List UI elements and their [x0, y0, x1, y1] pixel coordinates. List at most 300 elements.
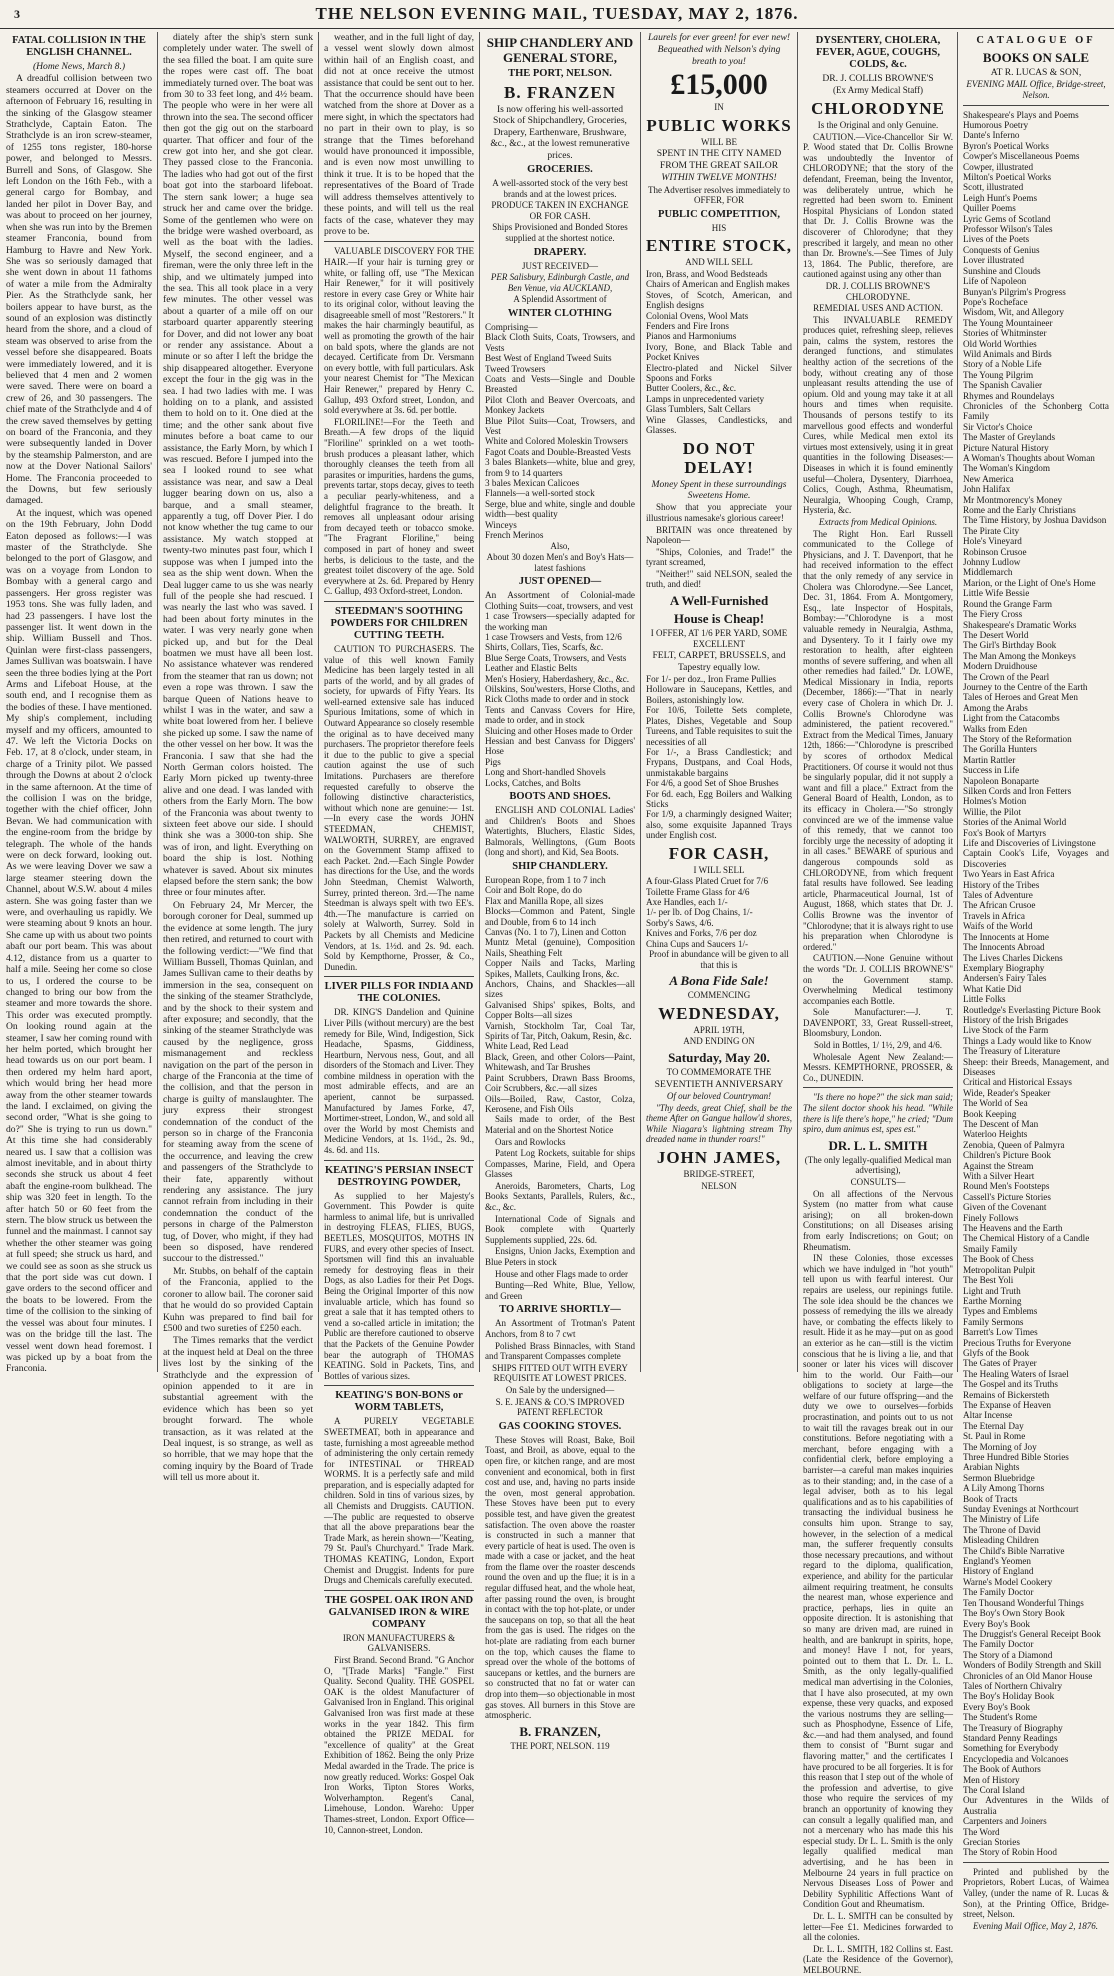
column-1	[6, 32, 152, 1377]
book-list-item: Smaily Family	[963, 1243, 1018, 1254]
book-list-item: Andersen's Fairy Tales	[963, 973, 1047, 984]
list-item: Axe Handles, each 1/-	[646, 896, 728, 907]
book-list-item: Walks from Eden	[963, 723, 1028, 734]
book-list-item: Critical and Historical Essays	[963, 1077, 1072, 1088]
ad-number: 119	[596, 1740, 610, 1751]
book-list-item: Waterloo Heights	[963, 1129, 1028, 1140]
section-text: Also,	[550, 540, 570, 551]
book-list-item: Travels in Africa	[963, 910, 1025, 921]
section-text: Polished Brass Binnacles, with Stand and Transparent Compasses complete	[485, 1340, 635, 1362]
ad-text: WITHIN TWELVE MONTHS!	[661, 172, 777, 184]
list-item: Holloware in Saucepans, Kettles, and Boilers, astonishingly low.	[646, 684, 792, 705]
cheap-items-list	[646, 674, 792, 841]
masthead-title: THE NELSON EVENING MAIL, TUESDAY, MAY 2, 1876.	[315, 4, 799, 23]
ad-text: Extracts from Medical Opinions.	[818, 516, 938, 527]
ad-heading: House is Cheap!	[673, 611, 765, 627]
book-list-item: The Ministry of Life	[963, 1514, 1039, 1525]
list-item: Blocks—Common and Patent, Single and Double, from 6 to 14 inch	[485, 906, 635, 927]
book-list-item: Silken Cords and Iron Fetters	[963, 786, 1072, 796]
article-paragraph: weather, and in the full light of day, a vessel went slowly down almost within hail of an English coast, and did not at once receive the utmost assistance that could be sent out to her. That the occurrence should have been watched from the shore at Dover as a mere sight, in which the spectators had no part in their own to play, is so strange that the Times beforehand would have pronounced it impossible, and is even now most unwilling to think it true. It is to be hoped that the representatives of the Board of Trade will address themselves attentively to these points, and will tell us the real facts of the case, whatever they may prove to be.	[324, 32, 474, 237]
book-list-item: Leigh Hunt's Poems	[963, 192, 1038, 203]
ad-text: SEVENTIETH ANNIVERSARY	[654, 1078, 784, 1090]
column-rule	[797, 32, 798, 1372]
book-list-item: Wonders of Bodily Strength and Skill	[963, 1660, 1102, 1671]
book-list-item: Old World Worthies	[963, 338, 1037, 349]
list-item: Iron, Brass, and Wood Bedsteads	[646, 269, 768, 279]
book-list-item: The Chemical History of a Candle	[963, 1233, 1090, 1244]
book-list-item: The Gorilla Hunters	[963, 744, 1037, 755]
ad-text: AND WILL SELL	[685, 257, 753, 268]
list-item: 1/- per lb. of Dog Chains, 1/-	[646, 907, 753, 918]
book-list-item: The Fiery Cross	[963, 609, 1023, 620]
book-list-item: Every Boy's Book	[963, 1618, 1030, 1629]
book-list-item: Cowper, illustrated	[963, 161, 1034, 172]
ad-heading: PUBLIC WORKS	[646, 115, 792, 135]
book-list-item: The Young Mountaineer	[963, 317, 1053, 328]
book-list-item: The Gates of Prayer	[963, 1358, 1037, 1369]
column-6	[803, 32, 953, 1975]
book-list-item: Given of the Covenant	[963, 1202, 1047, 1213]
book-list-item: Family Sermons	[963, 1316, 1024, 1327]
book-list-item: Napoleon Bonaparte	[963, 775, 1039, 786]
book-list-item: Three Hundred Bible Stories	[963, 1452, 1069, 1462]
book-list-item: Success in Life	[963, 765, 1020, 776]
book-list-item: The Best Yoli	[963, 1275, 1014, 1286]
section-text: These Stoves will Roast, Bake, Boil Toast, and Broil, as above, equal to the open fire, or kitchen range, and are most convenient and economical, both in first cost and use, and, having no parts inside the oven, most general approbation. These Stoves have been put to every possible test, and have given the greatest satisfaction. The oven above the roaster is constructed in such a manner that every particle of heat is used. The oven is made with a case or jacket, and the heat from the flame over the roaster descends round the oven and up the flue; it is in a regular diffused heat, and the whole heat, after passing round the oven, is brought in contact with the top hot-plate, or under the saucepans on top, so that all the heat from the gas is used. The ridges on the hot-plate are radiating from each burner on the top, which causes the flame to spread over the whole of the bottoms of saucepans or kettles, and the burners are so constructed that no fat or water can drop into them—so objectionable in most gas stoves. All burners in this Stove are atmospheric.	[485, 1434, 635, 1721]
book-list-item: Little Folks	[963, 994, 1006, 1005]
section-text: A Splendid Assortment of	[513, 294, 607, 305]
list-item: Coats and Vests—Single and Double Breasted	[485, 374, 635, 395]
book-list-item: Milton's Poetical Works	[963, 172, 1052, 183]
book-list-item: The Morning of Joy	[963, 1441, 1037, 1452]
book-list-item: Earthe Morning	[963, 1295, 1022, 1306]
book-list-item: Finely Follows	[963, 1212, 1019, 1223]
book-list-item: Sunshine and Clouds	[963, 265, 1041, 276]
list-item: Paint Scrubbers, Drawn Bass Brooms, Coir Scrubbers, &c.—all sizes	[485, 1072, 635, 1094]
book-list-item: Encyclopedia and Volcanoes	[963, 1753, 1069, 1764]
book-list-item: Things a Lady would like to Know	[963, 1035, 1092, 1046]
book-list-item: Tales of Northern Chivalry	[963, 1680, 1063, 1691]
book-list-item: England's Yeomen	[963, 1556, 1032, 1567]
book-list-item: Against the Stream	[963, 1160, 1034, 1171]
book-list-item: The Throne of David	[963, 1524, 1041, 1535]
divider	[963, 1862, 1109, 1863]
ad-floriline: FLORILINE!—For the Teeth and Breath.—A few drops of the liquid "Floriline" sprinkled on a wet tooth-brush produces a pleasant lather, which thoroughly cleanses the teeth from all parasites or impurities, hardens the gums, prevents tartar, stops decay, gives to teeth a peculiar pearly-whiteness, and a delightful fragrance to the breath. It removes all unpleasant odour arising from decayed teeth or tobacco smoke. "The Fragrant Floriline," being composed in part of honey and sweet herbs, is delicious to the taste, and the greatest toilet discovery of the age. Sold everywhere at 2s. 6d. Prepared by Henry C. Gallup, 493 Oxford-street, London.	[324, 416, 474, 597]
book-list-item: The Woman's Kingdom	[963, 463, 1050, 474]
book-list-item: Metropolitan Pulpit	[963, 1264, 1036, 1275]
list-item: Chairs of American and English makes	[646, 279, 790, 290]
book-list-item: What Katie Did	[963, 983, 1022, 994]
book-list-item: Waifs of the World	[963, 921, 1033, 932]
book-list-item: Precious Truths for Everyone	[963, 1337, 1071, 1348]
book-list-item: Carpenters and Joiners	[963, 1816, 1047, 1827]
column-7	[963, 32, 1109, 1931]
ship-chandlery-list	[485, 875, 635, 1114]
book-list-item: Rhymes and Roundelays	[963, 390, 1055, 401]
list-item: For 1/- per doz., Iron Frame Pullies	[646, 674, 777, 685]
list-item: For 1/-, a Brass Candlestick; and Frypans, Dustpans, and Coal Hods, unmistakable bargains	[646, 746, 792, 778]
book-list-item: The African Crusoe	[963, 900, 1036, 911]
list-item: Electro-plated and Nickel Silver Spoons and Forks	[646, 362, 792, 384]
book-list-item: The Pirate City	[963, 525, 1020, 536]
book-list-item: Ten Thousand Wonderful Things	[963, 1597, 1084, 1608]
ad-text: Sold in Bottles, 1/ 1½, 2/9, and 4/6.	[813, 1040, 942, 1051]
list-item: Best West of England Tweed Suits	[485, 353, 612, 364]
list-item: Stoves, of Scotch, American, and English designs	[646, 289, 792, 311]
ad-text: Dr. L. L. SMITH can be consulted by letter—Fee £1. Medicines forwarded to all the colonies.	[803, 1910, 953, 1943]
book-list-item: Barrett's Low Times	[963, 1327, 1038, 1338]
list-item: Oils—Boiled, Raw, Castor, Colza, Kerosene, and Fish Oils	[485, 1093, 635, 1114]
list-item: For 10/6, Toilette Sets complete, Plates, Dishes, Vegetable and Soup Tureens, and Table requisites to suit the necessities of all	[646, 705, 792, 747]
ad-text: REMEDIAL USES AND ACTION.	[813, 303, 943, 314]
list-item: For 6d. each, Egg Boilers and Walking Sticks	[646, 788, 792, 809]
book-list-item: Misleading Children	[963, 1535, 1039, 1546]
book-list-item: Quiller Poems	[963, 203, 1016, 214]
book-list-item: Children's Picture Book	[963, 1150, 1051, 1161]
book-list-item: Willie, the Pilot	[963, 806, 1022, 817]
list-item: Blue Serge Coats, Trowsers, and Vests	[485, 652, 627, 663]
book-list-item: Wide, Reader's Speaker	[963, 1087, 1051, 1098]
list-item: Wine Glasses, Candlesticks, and Glasses.	[646, 414, 792, 436]
section-text: International Code of Signals and Book complete with Quarterly Supplements supplied, 22s. 6d.	[485, 1213, 635, 1245]
ad-keating-title: KEATING'S PERSIAN INSECT DESTROYING POWDER,	[324, 1164, 473, 1188]
list-item: Anchors, Chains, and Shackles—all sizes	[485, 979, 635, 1000]
book-list-item: The Desert World	[963, 629, 1029, 640]
imprint-date: Evening Mail Office, May 2, 1876.	[973, 1920, 1098, 1931]
list-item: Black, Green, and other Colors—Paint, Whitewash, and Tar Brushes	[485, 1051, 635, 1073]
book-list-item: The Time History, by Joshua Davidson	[963, 515, 1107, 526]
book-list-item: Sheep: their Breeds, Management, and Diseases	[963, 1056, 1109, 1077]
book-list-item: Sermon Bluebridge	[963, 1472, 1035, 1483]
ad-gospel-text: First Brand. Second Brand. "G Anchor O, "[Trade Marks] "Fangle." First Quality. Second Quality. THE GOSPEL OAK is the oldest Manufacturer of Galvanised Iron in England. This original Galvanised Iron was first made at these works in the year 1842. This firm obtained the PRIZE MEDAL for "excellence of quality" at the Great Exhibition of 1862. Being the only Prize Medal awarded in the Trade. The price is now greatly reduced. Works: Gospel Oak Iron Works, Tipton Stores Works, Wolverhampton. Regent's Canal, Limehouse, London. Wareho: Upper Thames-street, London. Export Office—10, Cannon-street, London.	[324, 1655, 474, 1835]
divider	[963, 105, 1109, 106]
book-list-item: Professor Wilson's Tales	[963, 224, 1053, 235]
list-item: Varnish, Stockholm Tar, Coal Tar, Spirits of Tar, Pitch, Oakum, Resin, &c.	[485, 1020, 635, 1042]
ad-text: WILL BE	[701, 136, 737, 147]
ad-heading: DO NOT DELAY!	[682, 438, 756, 477]
ad-text: Dr. L. L. SMITH, 182 Collins st. East. (Late the Residence of the Governor), MELBOURNE.	[803, 1943, 953, 1975]
ad-text: On all affections of the Nervous System (no matter from what cause arising); on all broken-down Constitutions; on all Diseases arising from early Indiscretions; on Gout; on Rheumatism.	[803, 1188, 953, 1252]
book-list-item: Picture Natural History	[963, 442, 1049, 453]
list-item: Tents and Canvass Covers for Hire, made to order, and in stock	[485, 704, 635, 726]
list-item: Sorby's Saws, 4/6.	[646, 917, 714, 928]
book-list-item: The Coral Island	[963, 1785, 1025, 1795]
book-list-item: Types and Emblems	[963, 1306, 1038, 1317]
book-list-item: Light and Truth	[963, 1285, 1021, 1296]
list-item: Leather and Elastic Belts	[485, 663, 578, 674]
list-item: Muntz Metal (genuine), Composition Nails, Sheathing Felt	[485, 937, 635, 958]
book-list-item: Sunday Evenings at Northcourt	[963, 1504, 1079, 1515]
ad-heading: DYSENTERY, CHOLERA, FEVER, AGUE, COUGHS, COLDS, &c.	[815, 35, 941, 70]
list-item: Hessian and best Canvass for Diggers' Hose	[485, 735, 635, 757]
list-item: Serge, blue and white, single and double width—best quality	[485, 498, 635, 520]
book-list-item: The Man Among the Monkeys	[963, 650, 1076, 661]
list-item: Canvas (No. 1 to 7), Linen and Cotton	[485, 927, 627, 937]
book-list-item: Tales of Heroes and Great Men	[963, 692, 1078, 703]
merchant-address: BRIDGE-STREET,	[683, 1168, 755, 1179]
article-paragraph: On February 24, Mr Mercer, the borough coroner for Deal, summed up the evidence at some length. The jury then retired, and returned to court with the following verdict:—"We find that William Bussell, Thomas Quinlan, and James Sullivan came to their deaths by immersion in the sea, consequent on the sinking of the steamer Strathclyde, and by the shock to their system and after exposure; and secondly, that the sinking of the steamer Strathclyde was caused by the negligence, gross mismanagement and reckless navigation on the part of the person in charge of the Franconia at the time of the collision, and that the person in charge is guilty of manslaughter. The jury express their strongest condemnation of the conduct of the person so in charge of the Franconia for steaming away from the scene of the occurrence, and leaving the crew and passengers of the Strathclyde to their fate, apparently without rendering any assistance. The jury cannot refrain from including in their condemnation the conduct of the persons in charge of the Palmerston tug, of Dover, who might, if they had been so disposed, have rendered succour to the distressed."	[163, 899, 313, 1265]
article-heading: FATAL COLLISION IN THE ENGLISH CHANNEL.	[12, 35, 146, 58]
list-item: White and Colored Moleskin Trowsers	[485, 436, 628, 447]
ad-text: APRIL 19TH,	[693, 1024, 745, 1035]
ad-intro: Is now offering his well-assorted Stock of Shipchandlery, Groceries, Drapery, Earthenware, Brushware, &c., &c., at the lowest remunerative prices.	[490, 104, 630, 161]
list-item: Lamps in unprecedented variety	[646, 393, 765, 404]
list-item: Galvanised Ships' spikes, Bolts, and Copper Bolts—all sizes	[485, 999, 635, 1021]
ad-heading: WEDNESDAY,	[658, 1003, 780, 1023]
ad-text: Of our beloved Countryman!	[666, 1090, 772, 1101]
merchant-name: JOHN JAMES,	[656, 1147, 782, 1167]
seller-office: EVENING MAIL Office, Bridge-street, Nelson.	[966, 79, 1106, 100]
list-item: Locks, Catches, and Bolts	[485, 777, 581, 788]
book-list-item: John Halifax	[963, 484, 1011, 495]
book-list-item: Altar Incense	[963, 1410, 1013, 1421]
article-paragraph: Mr. Stubbs, on behalf of the captain of the Franconia, applied to the coroner to allow bail. The coroner said that he would do so provided Captain Kuhn was prepared to find bail for £500 and two sureties of £250 each.	[163, 1265, 313, 1334]
book-list-item: Book of Tracts	[963, 1493, 1018, 1504]
section-heading: TO ARRIVE SHORTLY—	[499, 1304, 621, 1316]
book-list-item: Tales of Adventure	[963, 890, 1033, 901]
section-text: Bunting—Red White, Blue, Yellow, and Green	[485, 1280, 635, 1301]
product-sub: Is the Original and only Genuine.	[817, 120, 939, 130]
ad-steedman-text: CAUTION TO PURCHASERS. The value of this well known Family Medicine has been largely tested in all parts of the world, and by all grades of society, for upwards of Fifty Years. Its well-earned extensive sale has induced Spurious Imitations, some of which in Outward Appearance so closely resemble the original as to have deceived many purchasers. The proprietor therefore feels it due to the public to give a special caution against the use of such Imitations. Purchasers are therefore requested carefully to observe the following distinctive characteristics, without which none are genuine:— 1st.—In every case the words JOHN STEEDMAN, CHEMIST, WALWORTH, SURREY, are engraved on the Government Stamp affixed to each Packet. 2nd.—Each Single Powder has directions for the Use, and the words John Steedman, Chemist Walworth, Surrey, printed thereon. 3rd.—The name Steedman is always spelt with two EE's. 4th.—The manufacture is carried on solely at Walworth, Surrey. Sold in Packets by all Chemists and Medicine Vendors, at 1s. 1½d. and 2s. 9d. each. Sold by Kempthorne, Prosser, & Co., Dunedin.	[324, 643, 474, 972]
list-item: Long and Short-handled Shovels	[485, 767, 606, 778]
catalogue-heading: BOOKS ON SALE	[982, 50, 1090, 65]
book-list-item: The Girl's Birthday Book	[963, 640, 1057, 651]
section-heading: GROCERIES.	[527, 164, 593, 176]
book-list-item: The Boy's Holiday Book	[963, 1691, 1055, 1702]
book-list-item: Exemplary Biography	[963, 962, 1045, 973]
divider	[324, 241, 474, 242]
ad-text: HIS	[711, 222, 727, 233]
ad-liver-title: LIVER PILLS FOR INDIA AND THE COLONIES.	[324, 981, 474, 1005]
book-list-item: Journey to the Centre of the Earth	[963, 681, 1088, 692]
list-item: A four-Glass Plated Cruet for 7/6	[646, 876, 769, 887]
section-text: Sails made to order, of the Best Material and on the Shortest Notice	[485, 1114, 635, 1135]
section-text: House and other Flags made to order	[495, 1268, 628, 1279]
book-list-item: The Story of Robin Hood	[963, 1847, 1057, 1858]
book-list-item: Shakespeare's Dramatic Works	[963, 619, 1077, 630]
book-list-item: History of the Irish Brigades	[963, 1014, 1069, 1025]
book-list-item: Middlemarch	[963, 567, 1013, 578]
ad-text: SPENT IN THE CITY NAMED FROM THE GREAT SAILOR	[656, 148, 782, 171]
doctor-name: DR. L. L. SMITH	[828, 1137, 928, 1153]
seller-name: AT R. LUCAS & SON,	[990, 67, 1082, 78]
book-list-item: The Druggist's General Receipt Book	[963, 1628, 1101, 1639]
book-list-item: Story of a Noble Life	[963, 359, 1042, 370]
merchant-name: B. FRANZEN,	[519, 1723, 601, 1739]
page-number: 3	[14, 7, 21, 21]
book-list-item: Chronicles of an Old Manor House	[963, 1670, 1093, 1681]
ad-text: CAUTION.—None Genuine without the words "Dr. J. COLLIS BROWNE'S" on the Government stamp. Overwhelming Medical testimony accompanies each Bottle.	[803, 953, 953, 1006]
book-list-item: The Child's Bible Narrative	[963, 1545, 1065, 1556]
section-text: Ships Provisioned and Bonded Stores supplied at the shortest notice.	[492, 222, 628, 243]
book-list-item: Sir Victor's Choice	[963, 421, 1033, 432]
book-list-item: Lives of the Poets	[963, 234, 1030, 245]
book-list-item: Glyfs of the Book	[963, 1347, 1030, 1358]
section-text: PER Salisbury, Edinburgh Castle, and Ben Venue, via AUCKLAND,	[490, 272, 630, 293]
book-list-item: Bunyan's Pilgrim's Progress	[963, 286, 1066, 297]
ad-text: I WILL SELL	[693, 864, 745, 875]
book-list-item: Live Stock of the Farm	[963, 1025, 1049, 1036]
book-list-item: The Master of Greylands	[963, 432, 1056, 443]
ad-heading: ENTIRE STOCK,	[646, 236, 792, 256]
book-list-item: Chronicles of the Schonberg Cotta Family	[963, 400, 1109, 422]
ad-title: SHIP CHANDLERY AND GENERAL STORE,	[486, 35, 634, 65]
list-item: An Assortment of Colonial-made Clothing Suits—coat, trowsers, and vest	[485, 590, 635, 611]
book-list-item: The Descent of Man	[963, 1119, 1039, 1129]
ad-text: IN these Colonies, those excesses which we have indulged in "hot youth" tell upon us with fearful interest. Our repairs are useless, our repinings futile. The sole idea should be the chances we possess of remedying the ills we already have, or combating the effects likely to result. Hide it as he may—put on as good an exterior as he can—still is the victim conscious that he is living a lie, and that sooner or later his vices will discover him to the world. Our Faith—our obligations to society at large—the welfare of our future offspring—and the duty we owe to ourselves—forbids procrastination, and points out to us not to wait till the ravages break out in our constitutions. Before negotiating with a merchant, before engaging with a confidential clerk, before employing a barrister—a careful man makes inquiries as to their standing; and, in the case of a legal adviser, both as to his legal qualifications and as to his capabilities of transacting the individual business he consults him upon. Strange to say, however, in the selection of a medical man, the sufferer frequently consults those necessary precautions, and without regard to the diploma, qualification, experience, and ability for the particular ailment requiring treatment, he consults the nearest man, whose experience and practice, perhaps, lies in quite an opposite direction. It is astonishing that so many are driven mad, are ruined in health, and are bankrupt in spirits, hope, and money! Have I not, for years, pointed out to them that L. Dr. L. L. Smith, as the only legally-qualified medical man advertising in the Colonies, that I have also prosecuted, at my own expense, these very quacks, and exposed the various nostrums they are selling—such as Phosphodyne, Essence of Life, &c.—and had them analysed, and found them to consist of "Burnt sugar and flavoring matter," and the certificates I have procured to be all forgeries. It is for this reason that I step out of the whole of the profession and advertise, to give those who require the services of my branch an opportunity of knowing they can consult a legally qualified man, and not a mercenary who has made this his especial study. Dr L. L. Smith is the only legally qualified medical man advertising, and he has been in Melbourne 24 years in full practice on Nervous Diseases Loss of Power and Debility Syphilitic Affections Want of Condition Gout and Rheumatism.	[803, 1253, 953, 1910]
tagline: Laurels for ever green! for ever new!	[647, 32, 791, 43]
book-list-item: Arabian Nights	[963, 1462, 1020, 1473]
book-list-item: The Word	[963, 1826, 1000, 1837]
section-heading: JUST OPENED—	[518, 576, 602, 588]
book-list-item: St. Paul in Rome	[963, 1431, 1026, 1442]
book-list-item: A Lily Among Thorns	[963, 1483, 1045, 1494]
book-list-item: With a Silver Heart	[963, 1171, 1035, 1182]
imprint: Printed and published by the Proprietors, Robert Lucas, of Waimea Valley, (under the name of R. Lucas & Son), at the Printing Office, Bridge-street, Nelson.	[963, 1866, 1109, 1920]
ad-heading: FOR CASH,	[668, 843, 770, 863]
article-paragraph: diately after the ship's stern sunk completely under water. The swell of the sea filled the boat. I am quite sure the ropes were cast off. The boat immediately turned over. The boat was from 30 to 33 feet long, and 4½ beam. The people who were in her were all thrown into the sea. The second officer then got the gig out on the starboard quarter. That officer and four of the crew got into her, and she got clear. They passed close to the Franconia. The ladies who had got out of the first boat got into the starboard lifeboat. The stern sank lower; a huge sea struck her and came over the bridge. Some of the gentlemen who were on the bridge were washed overboard, as well as the boat with the ladies. Myself, the second engineer, and a fireman, were the only three left in the ship, and we ultimately jumped into the sea. This all took place in a very few minutes. The other vessel was about a quarter of a mile off on our starboard quarter apparently steering for Dover, and did not lower any boat or render any assistance. About a minute or so after I left the bridge the ship disappeared altogether. Everyone except the four in the gig was in the sea. I had two ladies with me. I was holding on to a plank, and assisted them to hold on to it. One died at the time; and the other sank about five minutes before a boat came to our assistance, the Early Morn, by which I was rescued. Before I jumped into the sea I looked round to see what assistance was near, and saw a Deal lugger bearing down on us, also a barque, and a small steamer, apparently a tug, off Dover Pier. I do not know whether the tug came to our assistance. My watch stopped at twenty-two minutes past four, which I suppose was when I jumped into the sea as the ship went down. When the Deal lugger came to us she was nearly full of the people she had rescued. I was nearly the last who was saved. I had been about forty minutes in the water. I was very nearly gone when picked up, and but for the Deal boatmen we must have all been lost. No assistance whatever was rendered from the steamer that ran us down; not even a rope was thrown. I saw the barque Queen of Nations heave to whilst I was in the water, and saw a white boat lowered from her. I believe she picked up some. I saw the name of the other vessel on her bow. It was the Franconia. I saw that she had the North German colors hoisted. The Early Morn picked up twenty-three alive and one dead. I was landed with others from the Early Morn. The bow of the Franconia was about twenty to sixteen feet above our side. I should think she was a 3000-ton ship. She was of iron, and light. Everything on board the ship is lost. Nothing whatever is saved. About six minutes elapsed before the stern sank; the bow three or four minutes after.	[163, 32, 313, 899]
book-list-item: A Woman's Thoughts about Woman	[963, 453, 1095, 463]
brand-line: DR. J. COLLIS BROWNE'S	[822, 73, 934, 84]
merchant-address: THE PORT, NELSON. 119	[510, 1740, 610, 1751]
ad-gospel-subtitle: IRON MANUFACTURERS & GALVANISERS.	[342, 1632, 456, 1654]
book-list-item: Marion, or the Light of One's Home	[963, 577, 1096, 588]
book-list-item: Dante's Inferno	[963, 130, 1020, 141]
article-paragraph: A dreadful collision between two steamers occurred at Dover on the afternoon of February 16, resulting in the sinking of the Glasgow steamer Strathclyde, Captain Eaton. The Strathclyde is an iron screw-steamer, of 1255 tons register, 180-horse power, and belonged to Messrs. Burrell and Sons, of Glasgow. She left London on the 16th Feb., with a general cargo for Bombay, and landed her pilot in Dover Bay, and was about to proceed on her journey, when she was run into by the Bremen steamer Franconia, bound from Hamburg to Havre and New York. She was so seriously damaged that she went down in about 11 fathoms of water a mile from the Admiralty Pier. As the Strathclyde sank, her boilers appear to have burst, as the sound of an explosion was distinctly heard from the shore, and a cloud of steam was observed to arise from the vessel before she disappeared. Boats were immediately lowered, and it is believed that 4 men and 2 women were saved. There were on board a crew of 26, and 30 passengers. The chief mate of the Strathclyde and 4 of the crew saved themselves by getting on board of the Franconia, and they were subsequently landed in Dover by the steamship Palmerston, and are now at the Dover National Sailors' Home. The Franconia proceeded to the Downs, but few seriously damaged.	[6, 73, 152, 507]
list-item: Colonial Ovens, Wool Mats	[646, 310, 749, 321]
masthead	[0, 0, 1114, 29]
section-text: S. E. JEANS & CO.'S IMPROVED PATENT REFLECTOR	[495, 1396, 625, 1418]
list-item: China Cups and Saucers 1/-	[646, 938, 749, 949]
ad-text: This INVALUABLE REMEDY produces quiet, refreshing sleep, relieves pain, calms the system, restores the deranged functions, and stimulates healthy action of the secretions of the body, without creating any of those unpleasant results attending the use of opium. Old and young may take it at all hours and times when requisite. Thousands of persons testify to its marvellous good effects and wonderful Cures, while Medical men extol its virtues most extensively, using it in great quantities in the following Diseases:— Diseases in which it is found eminently useful—Cholera, Dysentery, Diarrhoea, Colics, Cough, Asthma, Rheumatism, Neuralgia, Whooping Cough, Cramp, Hysteria, &c.	[803, 314, 953, 516]
divider	[324, 1160, 474, 1161]
ad-text: FELT, CARPET, BRUSSELS, and Tapestry equally low.	[652, 650, 786, 673]
book-list-item: Cassell's Picture Stories	[963, 1191, 1051, 1202]
book-list-item: The Eternal Day	[963, 1420, 1024, 1431]
verse: "Is there no hope?" the sick man said; The silent doctor shook his head. "While there is life there's hope," he cried; "Dum spiro, dum animus est, spes est."	[803, 1092, 953, 1135]
prize-amount: £15,000	[670, 68, 768, 102]
book-list-item: Something for Everybody	[963, 1743, 1059, 1754]
divider	[324, 1385, 474, 1386]
list-item: Sluicing and other Hoses made to Order	[485, 725, 633, 736]
ad-heading: A Bona Fide Sale!	[669, 973, 769, 989]
ad-text: TO COMMEMORATE THE	[666, 1066, 772, 1077]
column-rule	[157, 32, 158, 1372]
list-item: Knives and Forks, 7/6 per doz	[646, 928, 757, 939]
list-item: Oilskins, Sou'westers, Horse Cloths, and Rick Cloths made to order and in stock	[485, 683, 635, 705]
book-list-item: Humorous Poetry	[963, 120, 1029, 130]
list-item: Winceys	[485, 519, 517, 530]
column-rule	[957, 32, 958, 1372]
list-item: Glass Tumblers, Salt Cellars	[646, 404, 751, 415]
ad-text: (The only legally-qualified Medical man advertising),	[804, 1154, 952, 1176]
ad-text: BRITAIN was once threatened by Napoleon—	[646, 524, 792, 546]
ad-text: CAUTION.—Vice-Chancellor Sir W. P. Wood stated that Dr. Collis Browne was undoubtedly the Inventor of CHLORODYNE; that the story of the defendant, Freeman, being the Inventor, was deliberately untrue, which he regretted had been sworn to. Eminent Hospital Physicians of London stated that Dr. J. Collis Browne was the discoverer of Chlorodyne; that they prescribed it largely, and mean no other than Dr. Browne's.—See Times of July 13, 1864. The Public, therefore, are cautioned against using any other than	[803, 131, 953, 280]
book-list-item: The Boy's Own Story Book	[963, 1608, 1065, 1619]
divider	[324, 601, 474, 602]
book-list-item: Conquests of Genius	[963, 244, 1040, 255]
divider	[803, 1087, 953, 1088]
book-list-item: Life of Napoleon	[963, 276, 1027, 287]
merchant-name: B. FRANZEN	[503, 83, 616, 102]
list-item: Fagot Coats and Double-Breasted Vests	[485, 446, 631, 457]
section-text: ENGLISH AND COLONIAL Ladies' and Children's Boots and Shoes Watertights, Bluchers, Elastic Sides, Balmorals, Wellingtons, (Gum Boots (long and short), and Kid, Sea Boots.	[485, 805, 635, 858]
book-list-item: Rome and the Early Christians	[963, 505, 1076, 516]
ad-steedman-title: STEEDMAN'S SOOTHING POWDERS FOR CHILDREN CUTTING TEETH.	[330, 605, 468, 641]
brand-sub: (Ex Army Medical Staff)	[832, 85, 924, 96]
book-list-item: Book Keeping	[963, 1108, 1017, 1119]
book-list-item: Little Wife Bessie	[963, 588, 1030, 599]
ad-heading: Saturday, May 20.	[668, 1049, 770, 1065]
section-heading: SHIP CHANDLERY.	[512, 860, 608, 872]
book-list-item: Among the Arabs	[963, 702, 1028, 713]
list-item: Black Cloth Suits, Coats, Trowsers, and Vests	[485, 332, 635, 353]
book-list-item: Grecian Stories	[963, 1837, 1020, 1848]
book-list-item: Byron's Poetical Works	[963, 140, 1049, 151]
section-text: Ensigns, Union Jacks, Exemption and Blue Peters in stock	[485, 1246, 635, 1268]
book-list-item: The Treasury of Biography	[963, 1722, 1063, 1733]
ad-gospel-title: THE GOSPEL OAK IRON AND GALVANISED IRON & WIRE COMPANY	[324, 1594, 474, 1630]
ad-text: COMMENCING	[687, 990, 751, 1001]
section-text: PRODUCE TAKEN IN EXCHANGE OR FOR CASH.	[491, 200, 629, 221]
book-list-item: The Book of Authors	[963, 1764, 1041, 1775]
book-list-item: The Gospel and its Truths	[963, 1379, 1058, 1390]
ad-text: DR. J. COLLIS BROWNE'S CHLORODYNE.	[825, 280, 931, 302]
list-item: French Merinos	[485, 530, 544, 541]
book-list-item: Stories of Whitminster	[963, 328, 1047, 339]
list-item: European Rope, from 1 to 7 inch	[485, 874, 606, 885]
list-item: 3 bales Mexican Calicoes	[485, 478, 580, 489]
section-heading: DRAPERY.	[533, 246, 587, 258]
book-list-item: Shakespeare's Plays and Poems	[963, 109, 1079, 120]
book-list-item: Remains of Bickersteth	[963, 1389, 1050, 1400]
book-list-item: The Innocents at Home	[963, 931, 1049, 942]
ad-heading: PUBLIC COMPETITION,	[658, 208, 780, 220]
ad-text: Money Spent in these surroundings Sweetens Home.	[651, 478, 787, 501]
section-text: About 30 dozen Men's and Boy's Hats—latest fashions	[486, 552, 634, 573]
list-item: For 1/9, a charmingly designed Waiter; also, some exquisite Japanned Trays under English cost.	[646, 809, 792, 841]
book-list-item: The Book of Chess	[963, 1254, 1034, 1265]
ad-text: The Right Hon. Earl Russell communicated to the College of Physicians, and J. T. Davenport, that he had received information to the effect that the only remedy of any service in Cholera was Chlorodyne.—See Lancet, Dec. 31, 1864. From A. Montgomery, Esq., late Inspector of Hospitals, Bombay:—"Chlorodyne is a most valuable remedy in Neuralgia, Asthma, and Dysentery. To it I fairly owe my restoration to health, after eighteen months of severe suffering, and when all other remedies had failed." Dr. LOWE, Medical Missionary in India, reports (December, 1866):—"That in nearly every case of Cholera in which Dr. J. Collis Browne's Chlorodyne was administered, the patient recovered." Extract from the Medical Times, January 12th, 1866:—"Chlorodyne is prescribed by scores of orthodox Medical Practitioners. Of course it would not thus be singularly popular, did it not supply a want and fill a place." Extract from the General Board of Health, London, as to its efficacy in Cholera.—"So strongly convinced are we of the immense value of this remedy, that we cannot too forcibly urge the necessity of adopting it in all cases." BEWARE of spurious and dangerous compounds sold as CHLORODYNE, from which frequent fatal results have followed. See leading article, Pharmaceutical Journal, 1st of August, 1868, which states that Dr. J. Collis Browne was the inventor of "Chlorodyne; that it is always right to use his preparation when Chlorodyne is ordered."	[803, 528, 953, 952]
list-item: Flax and Manilla Rope, all sizes	[485, 895, 604, 906]
book-list-item: Two Years in East Africa	[963, 869, 1055, 880]
book-list-item: Light from the Catacombs	[963, 713, 1060, 724]
column-rule	[479, 32, 480, 1372]
book-list-item: The Heavens and the Earth	[963, 1223, 1063, 1234]
column-rule	[318, 32, 319, 1372]
catalogue-heading: CATALOGUE OF	[976, 35, 1096, 46]
book-list-item: Men of History	[963, 1774, 1020, 1785]
book-list-item: History of the Tribes	[963, 879, 1040, 890]
list-item: Toilette Frame Glass for 4/6	[646, 886, 750, 897]
ad-text: I OFFER, AT 1/6 PER YARD, SOME EXCELLENT	[650, 628, 788, 649]
book-list-item: Our Adventures in the Wilds of Australia	[963, 1795, 1109, 1816]
product-name: CHLORODYNE	[811, 99, 945, 118]
book-list-item: Cowper's Miscellaneous Poems	[963, 151, 1080, 162]
column-5	[646, 32, 792, 1377]
book-list	[963, 110, 1109, 1858]
ad-text: CONSULTS—	[850, 1177, 906, 1187]
list-item: Copper Nails and Tacks, Marling Spikes, Mallets, Caulking Irons, &c.	[485, 958, 635, 979]
book-list-item: Lyric Gems of Scotland	[963, 213, 1051, 224]
ad-text: Wholesale Agent New Zealand:—Messrs. KEMPTHORNE, PROSSER, & Co., DUNEDIN.	[803, 1051, 953, 1083]
book-list-item: Every Boy's Book	[963, 1701, 1030, 1712]
section-text: Aneroids, Barometers, Charts, Log Books Sextants, Parallels, Rulers, &c., &c., &c.	[485, 1180, 635, 1213]
section-text: SHIPS FITTED OUT WITH EVERY REQUISITE AT LOWEST PRICES.	[492, 1362, 628, 1384]
list-item: Pianos and Harmoniums	[646, 331, 737, 342]
list-item: 1 case Trowsers—specially adapted for the working man	[485, 611, 635, 632]
book-list-item: Wisdom, Wit, and Allegory	[963, 307, 1064, 318]
